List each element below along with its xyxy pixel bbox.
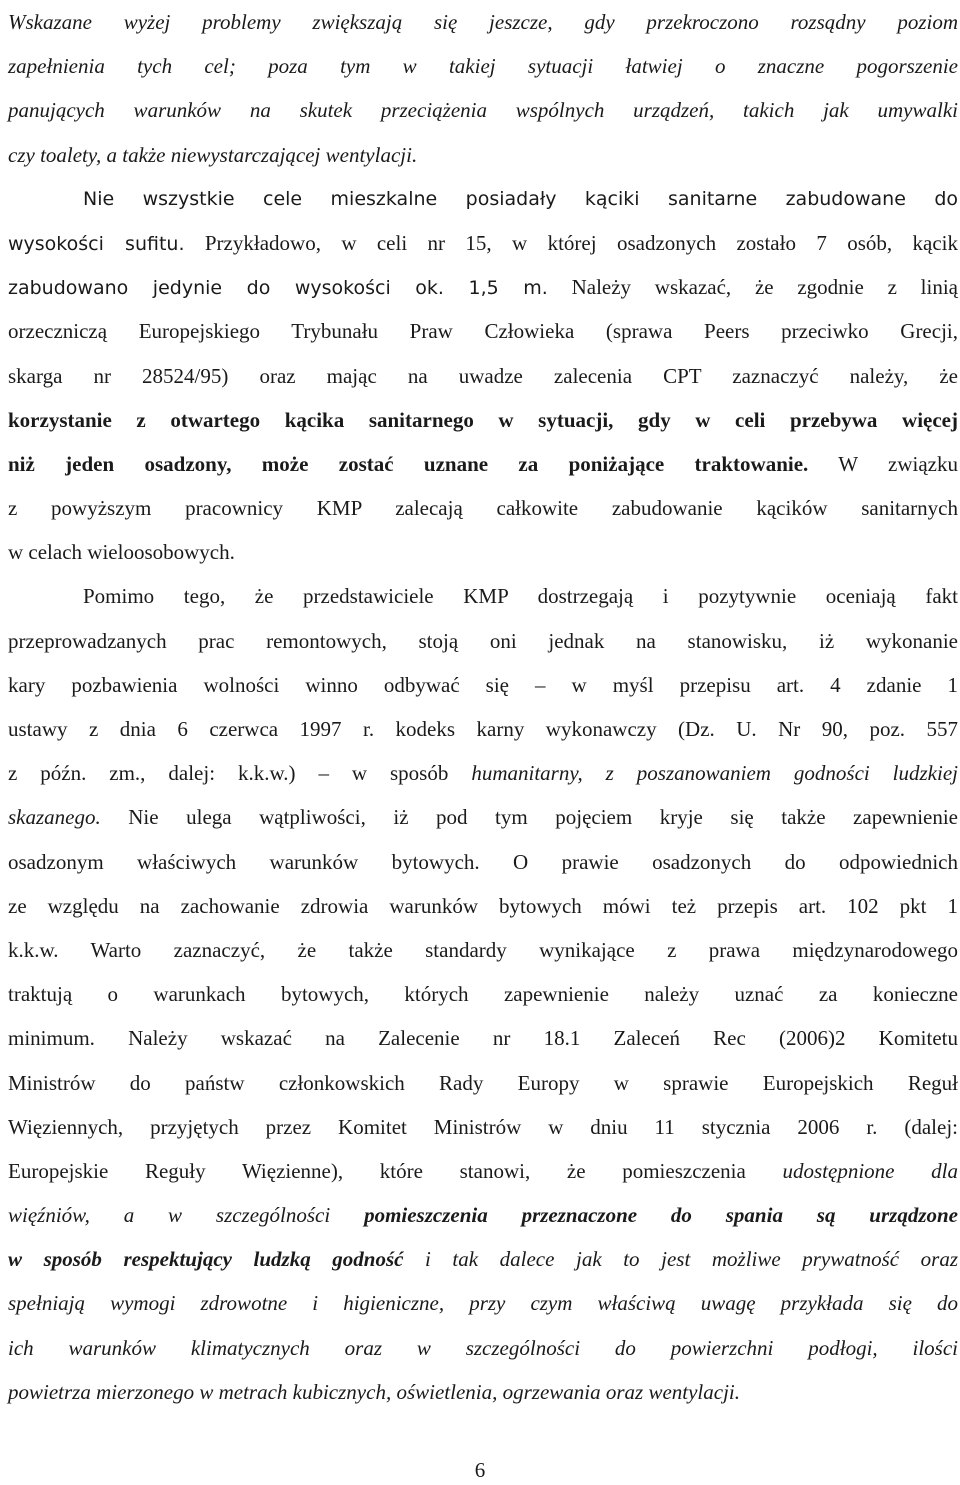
text-line: wysokości sufitu. Przykładowo, w celi nr 15, w której osadzonych zostało 7 osób, kącik [8, 230, 958, 255]
text-line: traktują o warunkach bytowych, których zapewnienie należy uznać za konieczne [8, 982, 958, 1007]
text-line: panujących warunków na skutek przeciążenia wspólnych urządzeń, takich jak umywalki [8, 98, 958, 123]
text-line: kary pozbawienia wolności winno odbywać się – w myśl przepisu art. 4 zdanie 1 [8, 672, 958, 697]
text-line: Ministrów do państw członkowskich Rady Europy w sprawie Europejskich Reguł [8, 1070, 958, 1095]
text-line: korzystanie z otwartego kącika sanitarnego w sytuacji, gdy w celi przebywa więcej [8, 407, 958, 432]
text-line: przeprowadzanych prac remontowych, stoją oni jednak na stanowisku, iż wykonanie [8, 628, 958, 653]
paragraph-1 [8, 0, 958, 177]
text-line: Europejskie Reguły Więzienne), które stanowi, że pomieszczenia udostępnione dla [8, 1158, 958, 1183]
text-line: Wskazane wyżej problemy zwiększają się jeszcze, gdy przekroczono rozsądny poziom [8, 10, 958, 34]
text-line: niż jeden osadzony, może zostać uznane za poniżające traktowanie. W związku [8, 451, 958, 476]
paragraph-2 [8, 177, 958, 575]
document-page [8, 0, 958, 1414]
text-line: skarga nr 28524/95) oraz mając na uwadze zalecenia CPT zaznaczyć należy, że [8, 363, 958, 388]
page-number: 6 [474, 1458, 486, 1482]
text-line: Nie wszystkie cele mieszkalne posiadały kąciki sanitarne zabudowane do [83, 187, 958, 210]
text-line: ustawy z dnia 6 czerwca 1997 r. kodeks karny wykonawczy (Dz. U. Nr 90, poz. 557 [8, 717, 958, 741]
text-line: zapełnienia tych cel; poza tym w takiej sytuacji łatwiej o znaczne pogorszenie [8, 54, 958, 79]
text-line: więźniów, a w szczególności pomieszczenia przeznaczone do spania są urządzone [8, 1203, 958, 1228]
text-line: z późn. zm., dalej: k.k.w.) – w sposób humanitarny, z poszanowaniem godności ludzkiej [8, 761, 958, 786]
text-line: z powyższym pracownicy KMP zalecają całkowite zabudowanie kącików sanitarnych [8, 496, 958, 521]
text-line: powietrza mierzonego w metrach kubicznych, oświetlenia, ogrzewania oraz wentylacji. [8, 1379, 741, 1404]
text-line: Więziennych, przyjętych przez Komitet Ministrów w dniu 11 stycznia 2006 r. (dalej: [8, 1114, 958, 1139]
text-line: czy toalety, a także niewystarczającej wentylacji. [8, 142, 418, 167]
text-line: skazanego. Nie ulega wątpliwości, iż pod tym pojęciem kryje się także zapewnienie [8, 805, 958, 830]
text-line: w sposób respektujący ludzką godność i tak dalece jak to jest możliwe prywatność oraz [8, 1247, 958, 1272]
paragraph-3 [8, 574, 958, 1414]
text-line: orzeczniczą Europejskiego Trybunału Praw Człowieka (sprawa Peers przeciwko Grecji, [8, 319, 958, 344]
text-line: minimum. Należy wskazać na Zalecenie nr 18.1 Zaleceń Rec (2006)2 Komitetu [8, 1026, 958, 1051]
text-line: osadzonym właściwych warunków bytowych. O prawie osadzonych do odpowiednich [8, 849, 958, 874]
text-line: Pomimo tego, że przedstawiciele KMP dostrzegają i pozytywnie oceniają fakt [83, 584, 958, 609]
text-line: ze względu na zachowanie zdrowia warunków bytowych mówi też przepis art. 102 pkt 1 [8, 893, 958, 918]
text-line: spełniają wymogi zdrowotne i higieniczne, przy czym właściwą uwagę przykłada się do [8, 1291, 958, 1316]
text-line: w celach wieloosobowych. [8, 540, 235, 565]
text-line: ich warunków klimatycznych oraz w szczególności do powierzchni podłogi, ilości [8, 1335, 958, 1360]
text-line: zabudowano jedynie do wysokości ok. 1,5 m. Należy wskazać, że zgodnie z linią [8, 275, 958, 300]
text-line: k.k.w. Warto zaznaczyć, że także standardy wynikające z prawa międzynarodowego [8, 937, 958, 962]
